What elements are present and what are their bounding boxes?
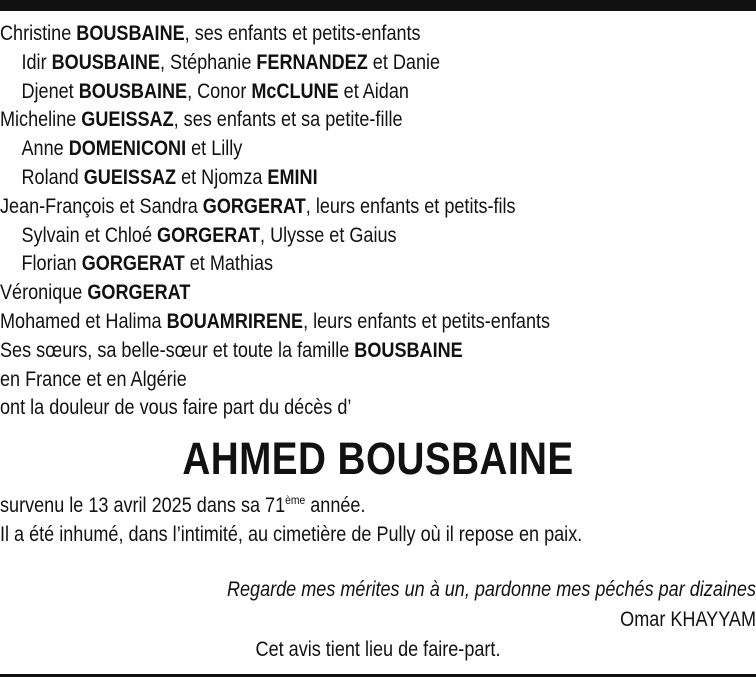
- quote: Regarde mes mérites un à un, pardonne mes péchés par dizaines: [226, 578, 756, 601]
- family-line: [0, 366, 650, 395]
- family-text: , ses enfants et sa petite-fille: [173, 108, 403, 132]
- family-surname: BOUSBAINE: [51, 50, 160, 74]
- family-text: Djenet: [21, 79, 79, 103]
- family-line: [0, 308, 650, 337]
- family-text: Micheline: [0, 108, 82, 132]
- death-date-text: survenu le 13 avril 2025 dans sa 71: [0, 494, 286, 517]
- family-surname: BOUSBAINE: [78, 79, 188, 103]
- burial-line: Il a été inhumé, dans l’intimité, au cimetière de Pully où il repose en paix.: [0, 522, 583, 546]
- family-surname: GUEISSAZ: [81, 108, 174, 132]
- family-line: [0, 279, 650, 308]
- family-text: , leurs enfants et petits-enfants: [303, 309, 551, 333]
- family-text: , leurs enfants et petits-fils: [305, 194, 516, 218]
- top-rule: [0, 0, 756, 11]
- family-line: [0, 20, 650, 49]
- family-text: , Stéphanie: [159, 50, 257, 74]
- family-text: Ses sœurs, sa belle-sœur et toute la famille: [0, 338, 355, 362]
- family-text: Christine: [0, 22, 77, 45]
- family-list: [0, 20, 756, 423]
- family-surname: DOMENICONI: [68, 137, 187, 161]
- family-text: , Conor: [187, 79, 252, 103]
- family-surname: GORGERAT: [87, 281, 191, 305]
- notice-line: Cet avis tient lieu de faire-part.: [255, 638, 501, 661]
- family-line: [0, 250, 650, 279]
- family-text: Idir: [21, 50, 52, 74]
- family-text: et Danie: [367, 50, 441, 74]
- details: [0, 492, 756, 550]
- family-text: Mohamed et Halima: [0, 309, 167, 333]
- family-line: [0, 193, 650, 222]
- family-text: Véronique: [0, 281, 88, 305]
- family-text: Roland: [21, 165, 84, 189]
- family-surname: GUEISSAZ: [83, 165, 177, 189]
- family-surname: GORGERAT: [202, 194, 306, 218]
- family-text: , ses enfants et petits-enfants: [184, 22, 421, 45]
- family-surname: McCLUNE: [251, 79, 339, 103]
- death-date-text-end: année.: [305, 494, 366, 517]
- quote-author: Omar KHAYYAM: [620, 608, 756, 631]
- family-surname: BOUSBAINE: [354, 338, 463, 362]
- family-text: , Ulysse et Gaius: [260, 223, 397, 247]
- death-date-line: [0, 492, 650, 521]
- family-line: [0, 394, 650, 423]
- family-line: [0, 337, 650, 366]
- family-surname: BOUAMRIRENE: [166, 309, 304, 333]
- family-surname: FERNANDEZ: [256, 50, 368, 74]
- family-text: ont la douleur de vous faire part du décès d’: [0, 396, 352, 420]
- family-line: [0, 106, 650, 135]
- family-text: Florian: [21, 252, 82, 276]
- family-line: [0, 164, 650, 193]
- family-line: [0, 49, 650, 78]
- family-text: Jean-François et Sandra: [0, 194, 203, 218]
- family-line: [0, 78, 650, 107]
- family-line: [0, 222, 650, 251]
- ordinal-suffix: ème: [285, 493, 306, 507]
- family-text: Anne: [21, 137, 69, 161]
- family-text: et Aidan: [338, 79, 409, 103]
- family-text: et Mathias: [184, 252, 274, 276]
- family-text: et Lilly: [186, 137, 243, 161]
- family-text: en France et en Algérie: [0, 367, 187, 391]
- deceased-name: AHMED BOUSBAINE: [182, 433, 574, 484]
- family-surname: EMINI: [267, 165, 318, 189]
- family-text: Sylvain et Chloé: [21, 223, 158, 247]
- family-surname: GORGERAT: [81, 252, 185, 276]
- family-surname: BOUSBAINE: [76, 22, 185, 45]
- family-text: et Njomza: [176, 165, 268, 189]
- family-line: [0, 135, 650, 164]
- family-surname: GORGERAT: [157, 223, 261, 247]
